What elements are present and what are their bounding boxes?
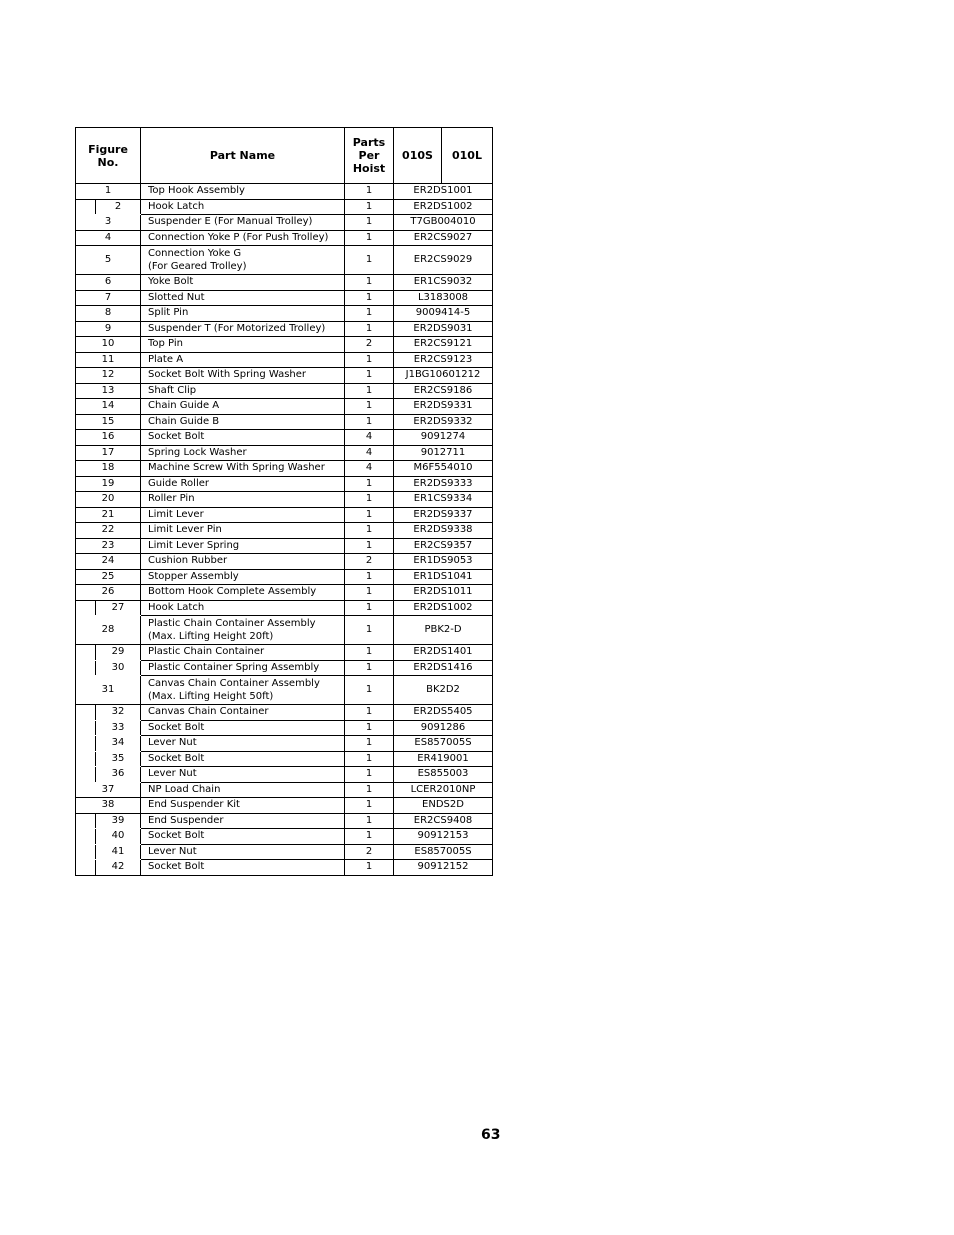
figure-number-cell: 15 (76, 414, 141, 430)
part-name-line: Limit Lever Spring (148, 539, 240, 551)
part-name-cell (141, 676, 345, 705)
table-row (76, 445, 493, 461)
table-row (76, 813, 493, 829)
part-name-cell (141, 399, 345, 415)
part-name-line: Limit Lever Pin (148, 524, 222, 536)
figure-number-cell: 16 (76, 430, 141, 446)
parts-per-hoist-cell: 1 (345, 507, 394, 523)
part-number-cell: ER2DS9333 (394, 476, 493, 492)
parts-per-hoist-cell: 2 (345, 337, 394, 353)
part-number-cell: 9091286 (394, 720, 493, 736)
figure-number-cell: 21 (76, 507, 141, 523)
parts-per-hoist-cell: 1 (345, 476, 394, 492)
table-row (76, 337, 493, 353)
part-name-line: Canvas Chain Container Assembly (148, 677, 320, 689)
part-number-cell: ER2DS9331 (394, 399, 493, 415)
part-name-cell (141, 507, 345, 523)
part-name-line: Stopper Assembly (148, 570, 239, 582)
figure-number-cell: 9 (76, 321, 141, 337)
part-name-cell (141, 569, 345, 585)
parts-per-hoist-cell: 1 (345, 585, 394, 601)
table-row (76, 705, 493, 721)
part-name-line: Plastic Container Spring Assembly (148, 661, 320, 673)
figure-number-cell: 17 (76, 445, 141, 461)
part-name-line: Plastic Chain Container (148, 646, 265, 658)
part-name-line: Top Pin (148, 338, 183, 350)
part-name-cell (141, 275, 345, 291)
table-row (76, 538, 493, 554)
part-name-line: Suspender T (For Motorized Trolley) (148, 322, 326, 334)
parts-per-hoist-cell: 1 (345, 306, 394, 322)
table-row (76, 798, 493, 814)
part-name-cell (141, 368, 345, 384)
parts-per-hoist-cell: 1 (345, 569, 394, 585)
table-row (76, 321, 493, 337)
table-row (76, 199, 493, 215)
part-name-cell (141, 476, 345, 492)
figure-number-cell (76, 600, 141, 616)
part-name-line: Socket Bolt (148, 830, 205, 842)
part-number-cell: 9012711 (394, 445, 493, 461)
table-row (76, 751, 493, 767)
part-number-cell: 9009414-5 (394, 306, 493, 322)
table-row (76, 585, 493, 601)
part-name-cell (141, 844, 345, 860)
table-row (76, 569, 493, 585)
parts-per-hoist-cell: 1 (345, 751, 394, 767)
parts-per-hoist-cell: 1 (345, 523, 394, 539)
part-name-cell (141, 616, 345, 645)
part-name-line: Suspender E (For Manual Trolley) (148, 216, 313, 228)
part-name-cell (141, 600, 345, 616)
table-row (76, 676, 493, 705)
table-row (76, 290, 493, 306)
part-number-cell: ER2DS1416 (394, 660, 493, 676)
part-name-line: Top Hook Assembly (148, 185, 245, 197)
part-number-cell: ER2DS1001 (394, 184, 493, 200)
parts-per-hoist-cell: 1 (345, 860, 394, 876)
figure-number-cell (76, 720, 141, 736)
part-name-line: Socket Bolt (148, 861, 205, 873)
figure-number-cell: 11 (76, 352, 141, 368)
part-name-cell (141, 246, 345, 275)
part-name-line: (Max. Lifting Height 50ft) (148, 691, 274, 702)
header-model-010l: 010L (442, 128, 493, 184)
parts-per-hoist-cell: 1 (345, 492, 394, 508)
part-name-line: Roller Pin (148, 493, 195, 505)
figure-number-cell: 37 (76, 782, 141, 798)
part-name-line: Socket Bolt (148, 431, 205, 443)
part-name-cell (141, 306, 345, 322)
figure-number-cell: 18 (76, 461, 141, 477)
parts-per-hoist-cell: 1 (345, 399, 394, 415)
figure-number-cell (76, 767, 141, 783)
part-name-cell (141, 184, 345, 200)
figure-number: 2 (95, 199, 140, 215)
figure-number-cell: 4 (76, 230, 141, 246)
figure-number-cell: 24 (76, 554, 141, 570)
part-number-cell: L3183008 (394, 290, 493, 306)
part-name-line: Socket Bolt (148, 752, 205, 764)
table-row (76, 275, 493, 291)
part-number-cell: 90912152 (394, 860, 493, 876)
parts-per-hoist-cell: 1 (345, 676, 394, 705)
figure-number: 42 (95, 860, 140, 876)
part-name-line: Connection Yoke P (For Push Trolley) (148, 231, 329, 243)
parts-per-hoist-cell: 1 (345, 184, 394, 200)
part-name-cell (141, 445, 345, 461)
table-row (76, 492, 493, 508)
part-number-cell: 90912153 (394, 829, 493, 845)
figure-number: 32 (95, 705, 140, 721)
parts-per-hoist-cell: 1 (345, 798, 394, 814)
part-number-cell: ER2CS9123 (394, 352, 493, 368)
part-name-cell (141, 860, 345, 876)
table-row (76, 399, 493, 415)
part-name-line: Bottom Hook Complete Assembly (148, 586, 317, 598)
part-number-cell: ER2CS9029 (394, 246, 493, 275)
part-name-line: Spring Lock Washer (148, 446, 247, 458)
part-name-cell (141, 782, 345, 798)
figure-number: 35 (95, 751, 140, 767)
part-name-cell (141, 215, 345, 231)
header-parts-per-hoist (345, 128, 394, 184)
part-number-cell: ER2CS9408 (394, 813, 493, 829)
figure-number: 34 (95, 736, 140, 752)
figure-number: 41 (95, 844, 140, 860)
part-name-line: Shaft Clip (148, 384, 197, 396)
table-row (76, 414, 493, 430)
figure-number-cell (76, 645, 141, 661)
figure-number-cell: 28 (76, 616, 141, 645)
part-name-line: Slotted Nut (148, 291, 205, 303)
part-number-cell: LCER2010NP (394, 782, 493, 798)
part-number-cell: ER2CS9121 (394, 337, 493, 353)
figure-number-cell (76, 705, 141, 721)
part-name-cell (141, 645, 345, 661)
figure-number: 39 (95, 813, 140, 829)
parts-per-hoist-cell: 4 (345, 461, 394, 477)
parts-per-hoist-cell: 1 (345, 829, 394, 845)
figure-number: 36 (95, 767, 140, 783)
part-name-line: Socket Bolt With Spring Washer (148, 369, 307, 381)
table-row (76, 430, 493, 446)
part-number-cell: ER1CS9032 (394, 275, 493, 291)
part-number-cell: ER1DS9053 (394, 554, 493, 570)
parts-per-hoist-cell: 1 (345, 660, 394, 676)
table-row (76, 184, 493, 200)
part-name-line: Lever Nut (148, 845, 197, 857)
part-number-cell: 9091274 (394, 430, 493, 446)
table-row (76, 352, 493, 368)
figure-number-cell: 1 (76, 184, 141, 200)
parts-per-hoist-cell: 1 (345, 290, 394, 306)
part-name-cell (141, 538, 345, 554)
part-name-line: Lever Nut (148, 768, 197, 780)
figure-number-cell (76, 736, 141, 752)
part-name-line: Socket Bolt (148, 721, 205, 733)
parts-table-body (76, 184, 493, 876)
table-row (76, 767, 493, 783)
figure-number-cell: 22 (76, 523, 141, 539)
part-number-cell: ER2DS9338 (394, 523, 493, 539)
header-figure-line2: No. (97, 155, 119, 169)
part-number-cell: ER2DS1011 (394, 585, 493, 601)
part-name-line: Lever Nut (148, 737, 197, 749)
part-name-line: Chain Guide A (148, 400, 220, 412)
part-name-line: Hook Latch (148, 601, 205, 613)
parts-per-hoist-cell: 1 (345, 275, 394, 291)
figure-number: 27 (95, 600, 140, 616)
part-number-cell: ER2CS9186 (394, 383, 493, 399)
table-row (76, 476, 493, 492)
part-number-cell: ER2DS9332 (394, 414, 493, 430)
parts-per-hoist-cell: 1 (345, 538, 394, 554)
part-name-line: (For Geared Trolley) (148, 261, 247, 272)
part-number-cell: T7GB004010 (394, 215, 493, 231)
part-number-cell: ER2DS1002 (394, 600, 493, 616)
parts-per-hoist-cell: 2 (345, 844, 394, 860)
figure-number: 30 (95, 660, 140, 676)
part-number-cell: ES855003 (394, 767, 493, 783)
table-row (76, 860, 493, 876)
header-qty-line1: Parts (352, 136, 386, 149)
table-row (76, 215, 493, 231)
figure-number-cell (76, 199, 141, 215)
table-row (76, 554, 493, 570)
part-number-cell: ER2DS9337 (394, 507, 493, 523)
table-row (76, 829, 493, 845)
part-number-cell: ER2DS5405 (394, 705, 493, 721)
table-row (76, 645, 493, 661)
figure-number: 40 (95, 829, 140, 845)
parts-per-hoist-cell: 1 (345, 215, 394, 231)
table-row (76, 246, 493, 275)
figure-number-cell: 19 (76, 476, 141, 492)
header-figure-line1: Figure (88, 142, 128, 156)
part-number-cell: ER2DS1401 (394, 645, 493, 661)
header-figure-no (76, 128, 141, 184)
parts-per-hoist-cell: 1 (345, 720, 394, 736)
figure-number-cell: 26 (76, 585, 141, 601)
part-number-cell: M6F554010 (394, 461, 493, 477)
table-row (76, 461, 493, 477)
part-name-cell (141, 829, 345, 845)
figure-number-cell (76, 829, 141, 845)
part-name-line: Limit Lever (148, 508, 204, 520)
parts-per-hoist-cell: 1 (345, 736, 394, 752)
parts-per-hoist-cell: 1 (345, 645, 394, 661)
table-row (76, 306, 493, 322)
figure-number-cell (76, 860, 141, 876)
part-name-cell (141, 736, 345, 752)
parts-per-hoist-cell: 1 (345, 321, 394, 337)
part-number-cell: ER1DS1041 (394, 569, 493, 585)
figure-number-cell: 3 (76, 215, 141, 231)
parts-per-hoist-cell: 1 (345, 813, 394, 829)
part-name-cell (141, 337, 345, 353)
header-row (76, 128, 493, 184)
parts-per-hoist-cell: 1 (345, 414, 394, 430)
table-row (76, 523, 493, 539)
header-qty-line2: Per (358, 149, 380, 162)
part-number-cell: ES857005S (394, 844, 493, 860)
parts-per-hoist-cell: 1 (345, 230, 394, 246)
figure-number-cell (76, 751, 141, 767)
part-name-cell (141, 767, 345, 783)
figure-number-cell: 6 (76, 275, 141, 291)
table-row (76, 844, 493, 860)
part-name-line: Plate A (148, 353, 184, 365)
part-number-cell: ES857005S (394, 736, 493, 752)
parts-per-hoist-cell: 2 (345, 554, 394, 570)
table-row (76, 720, 493, 736)
part-name-cell (141, 554, 345, 570)
figure-number-cell: 13 (76, 383, 141, 399)
table-row (76, 383, 493, 399)
part-name-cell (141, 523, 345, 539)
figure-number-cell: 20 (76, 492, 141, 508)
table-row (76, 600, 493, 616)
figure-number-cell: 14 (76, 399, 141, 415)
part-name-line: Split Pin (148, 307, 189, 319)
parts-per-hoist-cell: 1 (345, 616, 394, 645)
part-name-cell (141, 585, 345, 601)
part-name-cell (141, 352, 345, 368)
part-name-cell (141, 461, 345, 477)
part-name-line: Canvas Chain Container (148, 706, 269, 718)
part-name-line: Machine Screw With Spring Washer (148, 462, 325, 474)
part-name-line: Yoke Bolt (148, 276, 194, 288)
figure-number-cell: 31 (76, 676, 141, 705)
part-name-cell (141, 813, 345, 829)
figure-number-cell: 5 (76, 246, 141, 275)
part-number-cell: PBK2-D (394, 616, 493, 645)
table-row (76, 368, 493, 384)
figure-number-cell: 8 (76, 306, 141, 322)
parts-per-hoist-cell: 4 (345, 430, 394, 446)
figure-number-cell: 38 (76, 798, 141, 814)
parts-per-hoist-cell: 1 (345, 383, 394, 399)
part-number-cell: ER2CS9357 (394, 538, 493, 554)
part-name-cell (141, 751, 345, 767)
table-row (76, 230, 493, 246)
parts-per-hoist-cell: 1 (345, 767, 394, 783)
part-name-line: (Max. Lifting Height 20ft) (148, 631, 274, 642)
parts-per-hoist-cell: 1 (345, 782, 394, 798)
header-model-010s: 010S (394, 128, 442, 184)
part-name-cell (141, 199, 345, 215)
parts-per-hoist-cell: 1 (345, 368, 394, 384)
part-name-cell (141, 430, 345, 446)
figure-number-cell: 23 (76, 538, 141, 554)
figure-number: 29 (95, 645, 140, 661)
table-row (76, 507, 493, 523)
part-name-line: Hook Latch (148, 200, 205, 212)
part-name-line: Cushion Rubber (148, 555, 228, 567)
figure-number: 33 (95, 720, 140, 736)
figure-number-cell (76, 844, 141, 860)
part-name-cell (141, 798, 345, 814)
part-number-cell: ER2DS9031 (394, 321, 493, 337)
figure-number-cell: 12 (76, 368, 141, 384)
part-name-cell (141, 492, 345, 508)
part-number-cell: BK2D2 (394, 676, 493, 705)
header-qty-line3: Hoist (352, 162, 386, 175)
part-name-line: Guide Roller (148, 477, 209, 489)
figure-number-cell: 7 (76, 290, 141, 306)
part-name-cell (141, 383, 345, 399)
part-name-line: Chain Guide B (148, 415, 220, 427)
part-name-line: NP Load Chain (148, 783, 221, 795)
parts-per-hoist-cell: 4 (345, 445, 394, 461)
part-name-line: End Suspender (148, 814, 224, 826)
figure-number-cell (76, 660, 141, 676)
table-row (76, 616, 493, 645)
part-name-cell (141, 290, 345, 306)
part-number-cell: ER419001 (394, 751, 493, 767)
page-number: 63 (481, 1127, 501, 1143)
figure-number-cell: 25 (76, 569, 141, 585)
parts-per-hoist-cell: 1 (345, 600, 394, 616)
table-row (76, 736, 493, 752)
part-number-cell: ER2DS1002 (394, 199, 493, 215)
part-name-cell (141, 720, 345, 736)
part-name-cell (141, 321, 345, 337)
part-number-cell: ER2CS9027 (394, 230, 493, 246)
part-name-line: Connection Yoke G (148, 247, 242, 259)
table-row (76, 660, 493, 676)
part-name-line: End Suspender Kit (148, 799, 240, 811)
part-name-cell (141, 414, 345, 430)
parts-per-hoist-cell: 1 (345, 705, 394, 721)
parts-per-hoist-cell: 1 (345, 199, 394, 215)
part-number-cell: ER1CS9334 (394, 492, 493, 508)
parts-per-hoist-cell: 1 (345, 246, 394, 275)
figure-number-cell: 10 (76, 337, 141, 353)
part-name-cell (141, 660, 345, 676)
part-number-cell: ENDS2D (394, 798, 493, 814)
parts-per-hoist-cell: 1 (345, 352, 394, 368)
table-row (76, 782, 493, 798)
part-name-cell (141, 230, 345, 246)
part-name-line: Plastic Chain Container Assembly (148, 617, 316, 629)
parts-table (75, 127, 493, 876)
part-number-cell: J1BG10601212 (394, 368, 493, 384)
header-part-name: Part Name (141, 128, 345, 184)
part-name-cell (141, 705, 345, 721)
figure-number-cell (76, 813, 141, 829)
